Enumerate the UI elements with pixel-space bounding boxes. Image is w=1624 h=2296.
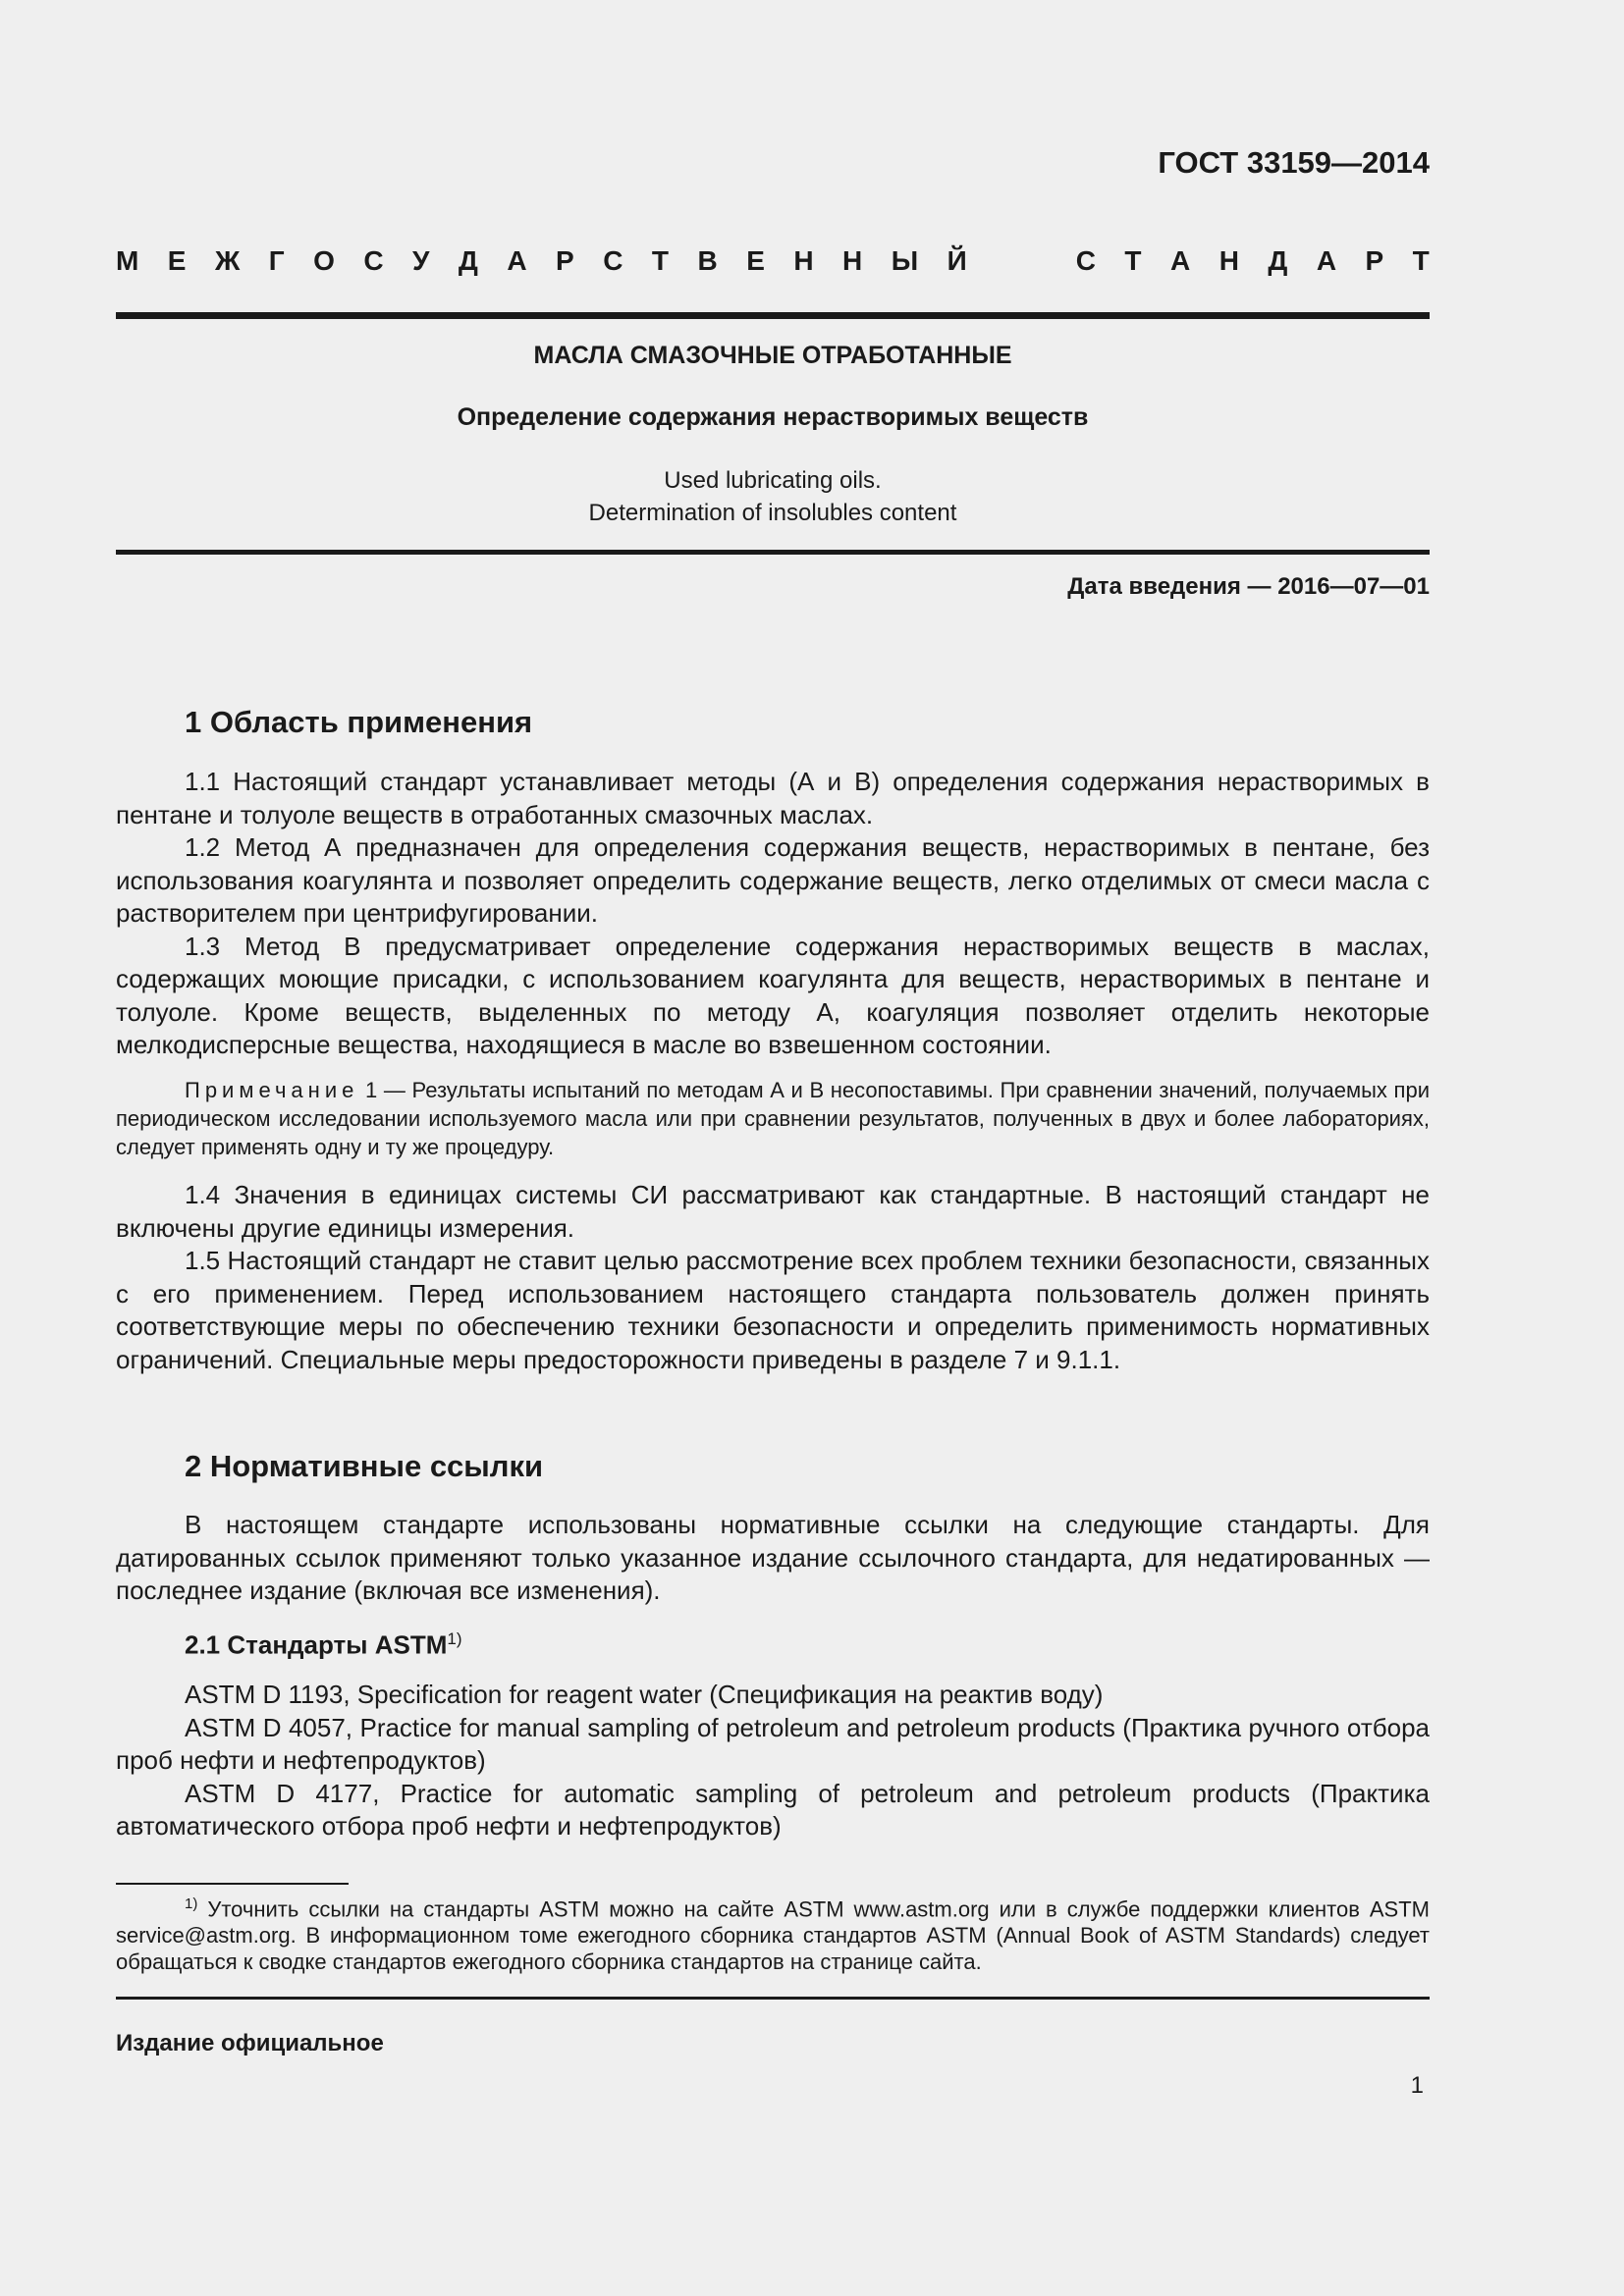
header-letter: Ы	[891, 245, 919, 276]
reference-item: ASTM D 1193, Specification for reagent water (Спецификация на реактив воду)	[185, 1680, 1104, 1709]
footnote	[116, 1891, 1430, 1975]
subsection-heading	[185, 1629, 462, 1661]
header-letter: Т	[1124, 245, 1142, 276]
note-label: Примечание	[185, 1078, 359, 1102]
english-title	[116, 464, 1430, 529]
word-gap	[996, 245, 1047, 285]
top-divider	[116, 312, 1430, 319]
section-1-body	[116, 766, 1430, 1062]
paragraph: 1.2 Метод А предназначен для определения содержания веществ, нерастворимых в пентане, без использования коагулянта и позволяет определить содержание веществ, легко отделимых от смеси масла с растворителем при центрифугировании.	[116, 832, 1430, 928]
section-heading: 1 Область применения	[185, 705, 533, 739]
footnote-mark: 1)	[185, 1896, 198, 1912]
header-letter: О	[313, 245, 335, 276]
subsection-heading-text: 2.1 Стандарты ASTM	[185, 1629, 448, 1660]
header-letter: С	[603, 245, 623, 276]
header-letter: Е	[746, 245, 765, 276]
header-letter: А	[1169, 245, 1191, 276]
paragraph: 1.5 Настоящий стандарт не ставит целью рассмотрение всех проблем техники безопасности, связанных с его применением. Перед использованием настоящего стандарта пользователь должен принять соответствующие меры по обеспечению техники безопасности и определить применимость нормативных ограничений. Специальные меры предосторожности приведены в разделе 7 и 9.1.1.	[116, 1246, 1430, 1374]
document-page	[116, 0, 1430, 2296]
standard-kind-header	[116, 245, 1430, 285]
footer-divider	[116, 1997, 1430, 2000]
reference-list	[116, 1679, 1430, 1843]
reference-item: ASTM D 4177, Practice for automatic sampling of petroleum and petroleum products (Практика автоматического отбора проб нефти и нефтепродуктов)	[116, 1778, 1430, 1841]
header-letter: Й	[947, 245, 967, 276]
page-number: 1	[1410, 2072, 1424, 2099]
header-letter: Т	[651, 245, 670, 276]
document-subtitle: Определение содержания нерастворимых веществ	[457, 403, 1089, 431]
reference-item: ASTM D 4057, Practice for manual sampling of petroleum and petroleum products (Практика ручного отбора проб нефти и нефтепродуктов)	[116, 1712, 1430, 1775]
header-letter: А	[1316, 245, 1337, 276]
english-title-line: Determination of insolubles content	[588, 500, 957, 526]
header-letter: Н	[793, 245, 814, 276]
header-letter: С	[363, 245, 384, 276]
official-edition-label: Издание официальное	[116, 2030, 384, 2056]
header-letter: Г	[268, 245, 285, 276]
header-letter: Н	[842, 245, 863, 276]
header-letter: Р	[556, 245, 574, 276]
paragraph: 1.3 Метод В предусматривает определение содержания нерастворимых веществ в маслах, содержащих моющие присадки, с использованием коагулянта для веществ, нерастворимых в пентане и толуоле. Кроме веществ, выделенных по методу А, коагуляция позволяет отделить некоторые мелкодисперсные вещества, находящиеся в масле во взвешенном состоянии.	[116, 931, 1430, 1059]
header-letter: Р	[1365, 245, 1384, 276]
header-letter: У	[412, 245, 430, 276]
header-letter: М	[116, 245, 139, 276]
header-letter: Т	[1412, 245, 1430, 276]
doc-number: ГОСТ 33159—2014	[1158, 145, 1430, 180]
header-letter: Н	[1218, 245, 1239, 276]
paragraph: В настоящем стандарте использованы нормативные ссылки на следующие стандарты. Для датированных ссылок применяют только указанное издание ссылочного стандарта, для недатированных — последнее издание (включая все изменения).	[116, 1510, 1430, 1605]
section-2-intro	[116, 1509, 1430, 1608]
header-letter: С	[1075, 245, 1096, 276]
footnote-reference[interactable]: 1)	[447, 1629, 462, 1648]
header-letter: Д	[458, 245, 478, 276]
header-letter: Д	[1268, 245, 1288, 276]
footnote-separator	[116, 1883, 349, 1885]
note	[116, 1076, 1430, 1161]
introduction-date: Дата введения — 2016—07—01	[1067, 573, 1430, 600]
section-heading: 2 Нормативные ссылки	[185, 1449, 544, 1483]
document-title: МАСЛА СМАЗОЧНЫЕ ОТРАБОТАННЫЕ	[533, 342, 1012, 369]
section-1-body-cont	[116, 1179, 1430, 1376]
header-letter: В	[697, 245, 718, 276]
note-text: 1 — Результаты испытаний по методам А и В несопоставимы. При сравнении значений, получаемых при периодическом исследовании используемого масла или при сравнении результатов, полученных в двух и более лабораториях, следует применять одну и ту же процедуру.	[116, 1078, 1430, 1159]
title-divider	[116, 550, 1430, 555]
paragraph: 1.1 Настоящий стандарт устанавливает методы (А и В) определения содержания нерастворимых в пентане и толуоле веществ в отработанных смазочных маслах.	[116, 767, 1430, 829]
footnote-text: Уточнить ссылки на стандарты ASTM можно на сайте ASTM www.astm.org или в службе поддержки клиентов ASTM service@astm.org. В информационном томе ежегодного сборника стандартов ASTM (Annual Book of ASTM Standards) следует обращаться к сводке стандартов ежегодного сборника стандартов на странице сайта.	[116, 1896, 1430, 1975]
header-letter: Ж	[214, 245, 241, 276]
paragraph: 1.4 Значения в единицах системы СИ рассматривают как стандартные. В настоящий стандарт не включены другие единицы измерения.	[116, 1180, 1430, 1243]
english-title-line: Used lubricating oils.	[664, 467, 882, 494]
header-letter: А	[507, 245, 527, 276]
header-letter: Е	[167, 245, 187, 276]
